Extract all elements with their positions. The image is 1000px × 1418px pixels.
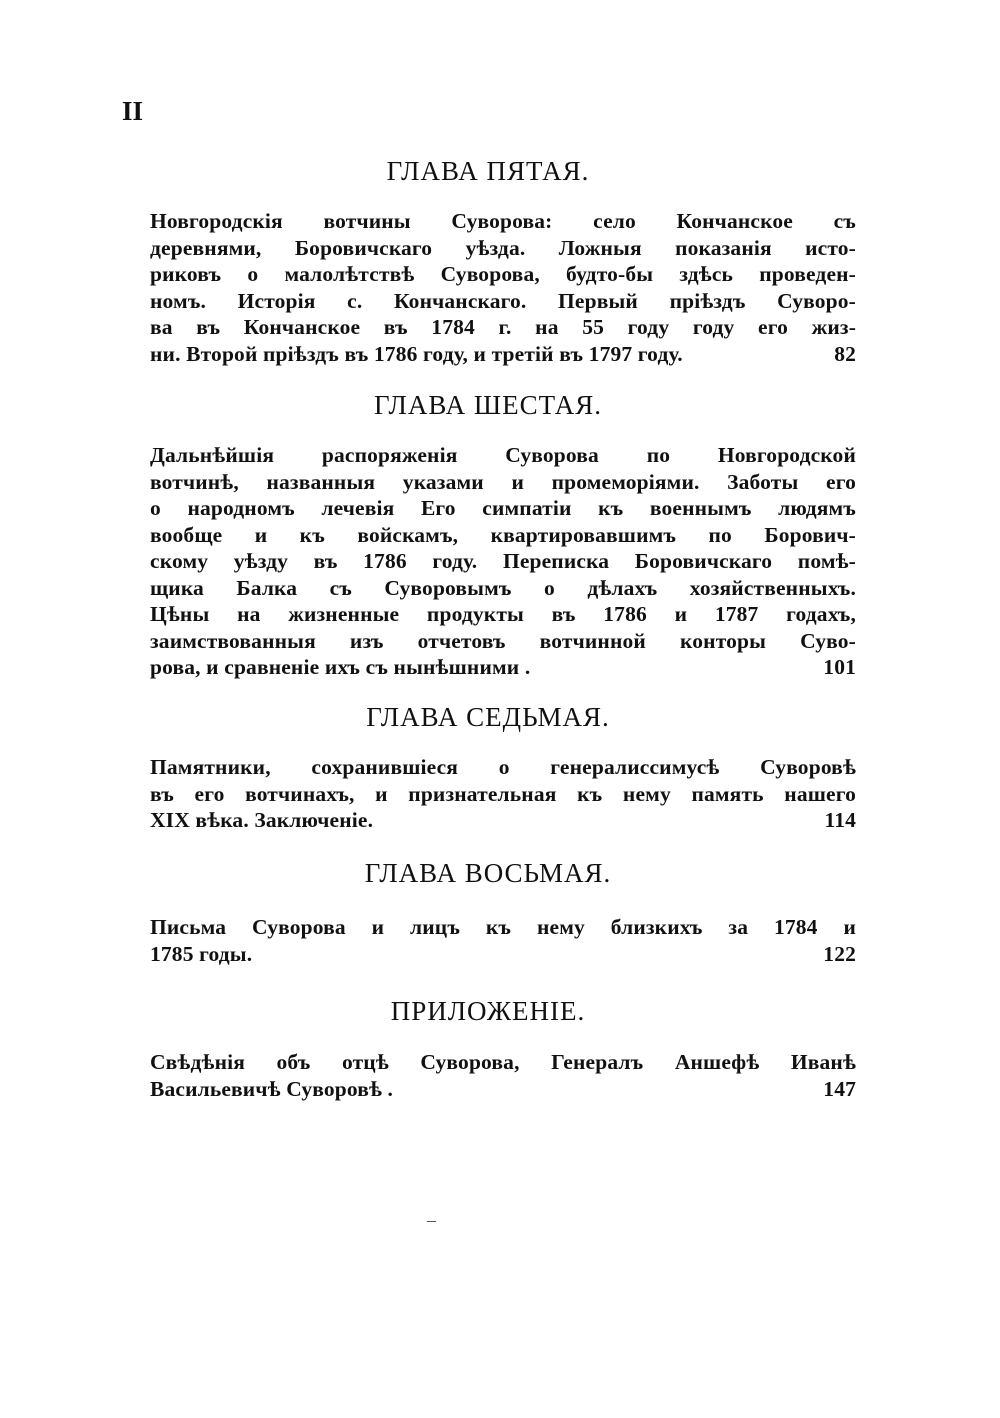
chapter-title-6: ГЛАВА ШЕСТАЯ. <box>373 390 603 420</box>
summary-last-line <box>150 941 856 968</box>
summary-line: вообще и къ войскамъ, квартировавшимъ по Борович- <box>150 522 856 547</box>
summary-line: о народномъ лечевія Его симпатіи къ военнымъ людямъ <box>150 496 856 520</box>
summary-line: ни. Второй пріѣздъ въ 1786 году, и третій въ 1797 году. <box>150 341 683 366</box>
summary-line: заимствованныя изъ отчетовъ вотчинной конторы Суво- <box>150 628 856 653</box>
chapter-title-5: ГЛАВА ПЯТАЯ. <box>386 156 590 186</box>
summary-line: Новгородскія вотчины Суворова: село Кончанское съ <box>150 209 856 233</box>
summary-last-line <box>150 654 856 681</box>
chapter-summary-8 <box>150 914 856 967</box>
page-reference: 122 <box>823 941 856 966</box>
summary-line: номъ. Исторія с. Кончанскаго. Первый пріѣздъ Суворо- <box>150 288 856 313</box>
page-reference: 114 <box>824 808 856 832</box>
printer-mark: – <box>427 1210 436 1230</box>
page-reference: 82 <box>834 341 856 366</box>
summary-line: XIX вѣка. Заключеніе. <box>150 808 374 832</box>
summary-line: вотчинѣ, названныя указами и промеморіями. Заботы его <box>150 469 856 494</box>
chapter-summary-6 <box>150 442 856 681</box>
summary-last-line <box>150 1076 856 1103</box>
summary-line: скому уѣзду въ 1786 году. Переписка Боровичскаго помѣ- <box>150 549 856 573</box>
summary-line: 1785 годы. <box>150 941 253 966</box>
summary-line: Дальнѣйшія распоряженія Суворова по Новгородской <box>150 443 856 467</box>
chapter-title-8: ГЛАВА ВОСЬМАЯ. <box>364 858 612 888</box>
page-number: II <box>122 96 144 126</box>
summary-line: Цѣны на жизненные продукты въ 1786 и 1787 годахъ, <box>150 602 856 626</box>
summary-line: рова, и сравненіе ихъ съ нынѣшними . <box>150 655 531 679</box>
summary-line: щика Балка съ Суворовымъ о дѣлахъ хозяйственныхъ. <box>150 575 856 600</box>
page-reference: 101 <box>823 655 856 679</box>
summary-line: Памятники, сохранившіеся о генералиссимусѣ Суворовѣ <box>150 755 856 779</box>
summary-line: деревнями, Боровичскаго уѣзда. Ложныя показанія исто- <box>150 235 856 260</box>
summary-last-line <box>150 341 856 368</box>
appendix-summary <box>150 1049 856 1102</box>
chapter-summary-5 <box>150 208 856 367</box>
summary-line: Письма Суворова и лицъ къ нему близкихъ за 1784 и <box>150 915 856 939</box>
summary-line: ва въ Кончанское въ 1784 г. на 55 году году его жиз- <box>150 315 856 339</box>
page-reference: 147 <box>823 1076 856 1101</box>
summary-last-line <box>150 807 856 834</box>
summary-line: Васильевичѣ Суворовѣ . <box>150 1076 394 1101</box>
summary-line: риковъ о малолѣтствѣ Суворова, будто-бы здѣсь проведен- <box>150 262 856 286</box>
chapter-title-7: ГЛАВА СЕДЬМАЯ. <box>366 702 610 732</box>
summary-line: Свѣдѣнія объ отцѣ Суворова, Генералъ Аншефѣ Иванѣ <box>150 1050 856 1074</box>
chapter-summary-7 <box>150 754 856 834</box>
summary-line: въ его вотчинахъ, и признательная къ нему память нашего <box>150 781 856 806</box>
appendix-title: ПРИЛОЖЕНІЕ. <box>390 996 586 1026</box>
